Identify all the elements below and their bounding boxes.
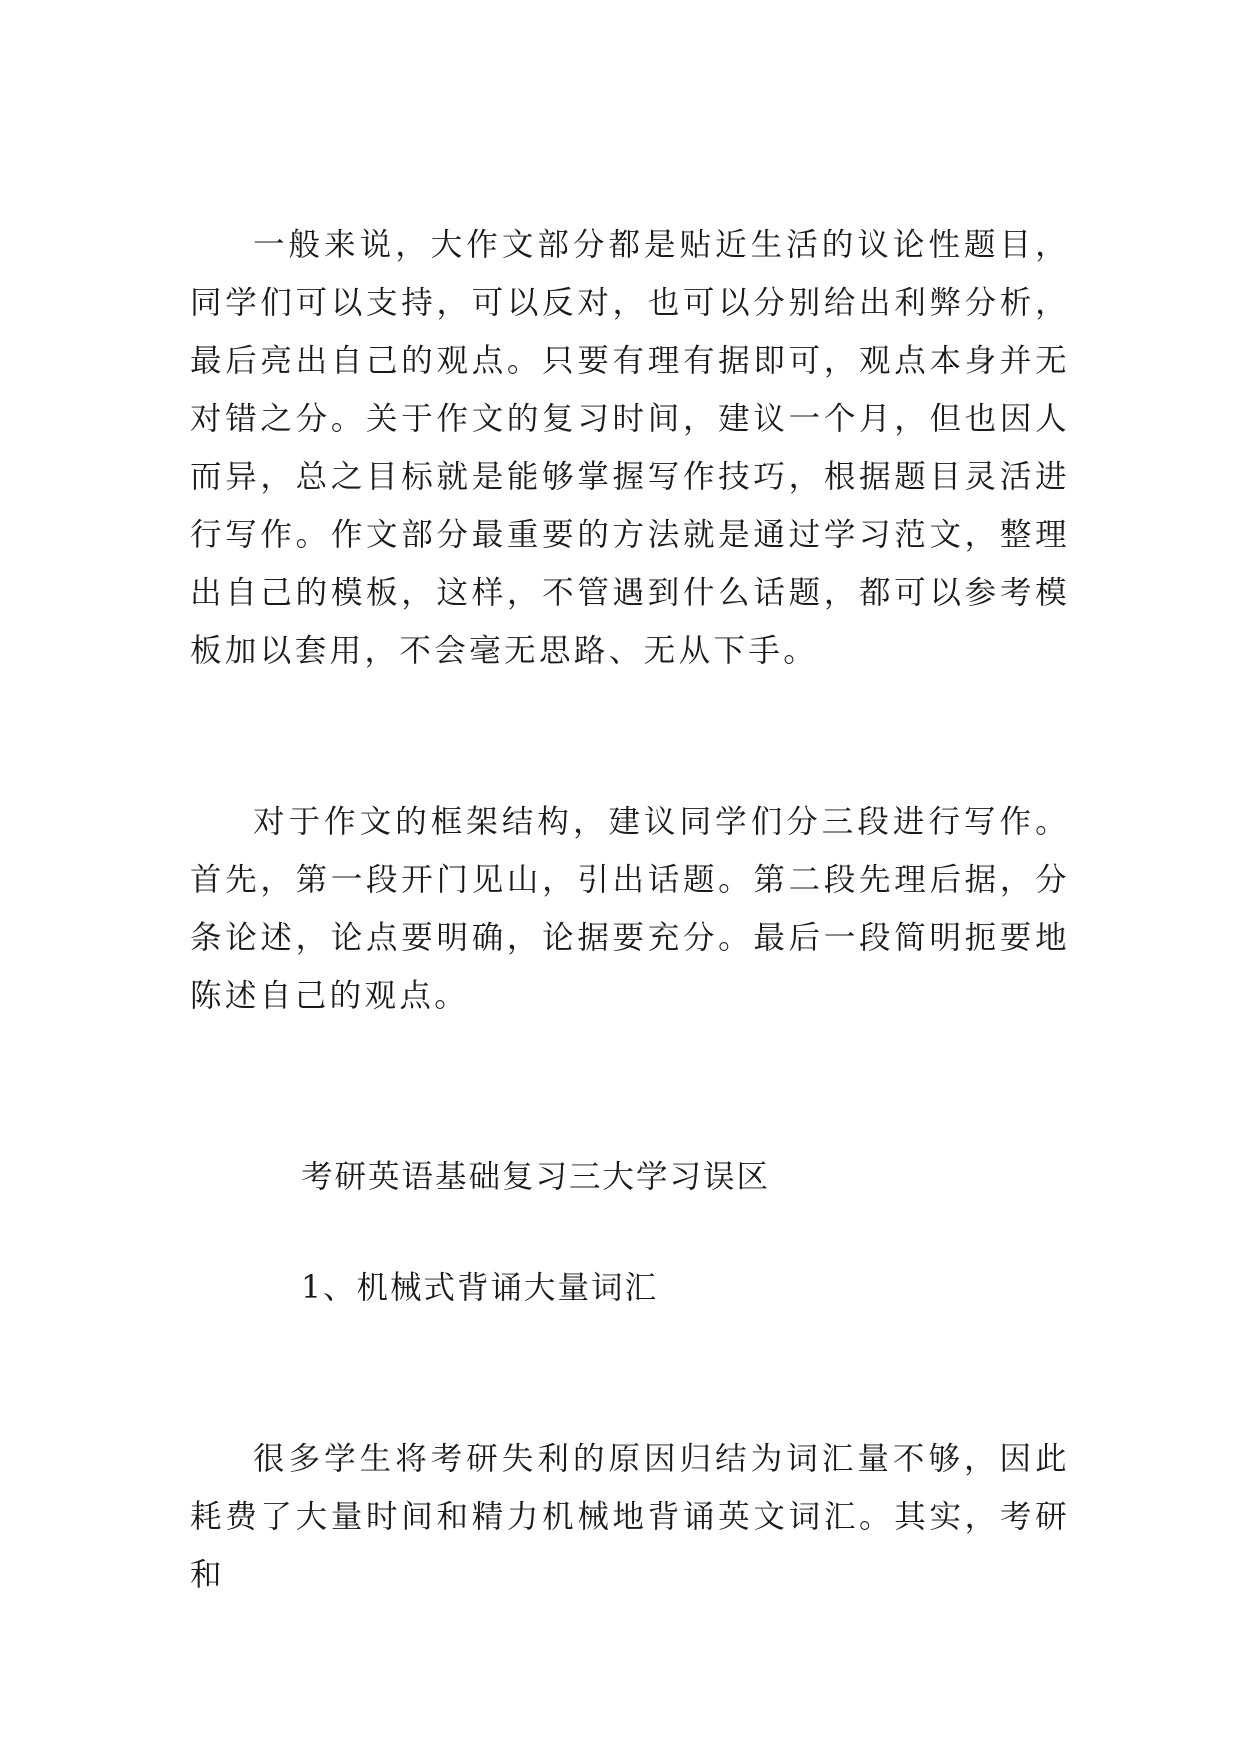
- subsection-title: 1、机械式背诵大量词汇: [301, 1270, 659, 1306]
- section-title: 考研英语基础复习三大学习误区: [301, 1159, 771, 1195]
- paragraph-essay-intro: 一般来说，大作文部分都是贴近生活的议论性题目，同学们可以支持，可以反对，也可以分别给出利弊分析，最后亮出自己的观点。只要有理有据即可，观点本身并无对错之分。关于作文的复习时间，建议一个月，但也因人而异，总之目标就是能够掌握写作技巧，根据题目灵活进行写作。作文部分最重要的方法就是通过学习范文，整理出自己的模板，这样，不管遇到什么话题，都可以参考模板加以套用，不会毫无思路、无从下手。: [190, 227, 1070, 669]
- paragraph-vocabulary: 很多学生将考研失利的原因归结为词汇量不够，因此耗费了大量时间和精力机械地背诵英文词汇。其实，考研和: [190, 1441, 1070, 1593]
- paragraph-essay-structure: 对于作文的框架结构，建议同学们分三段进行写作。首先，第一段开门见山，引出话题。第二段先理后据，分条论述，论点要明确，论据要充分。最后一段简明扼要地陈述自己的观点。: [190, 804, 1070, 1014]
